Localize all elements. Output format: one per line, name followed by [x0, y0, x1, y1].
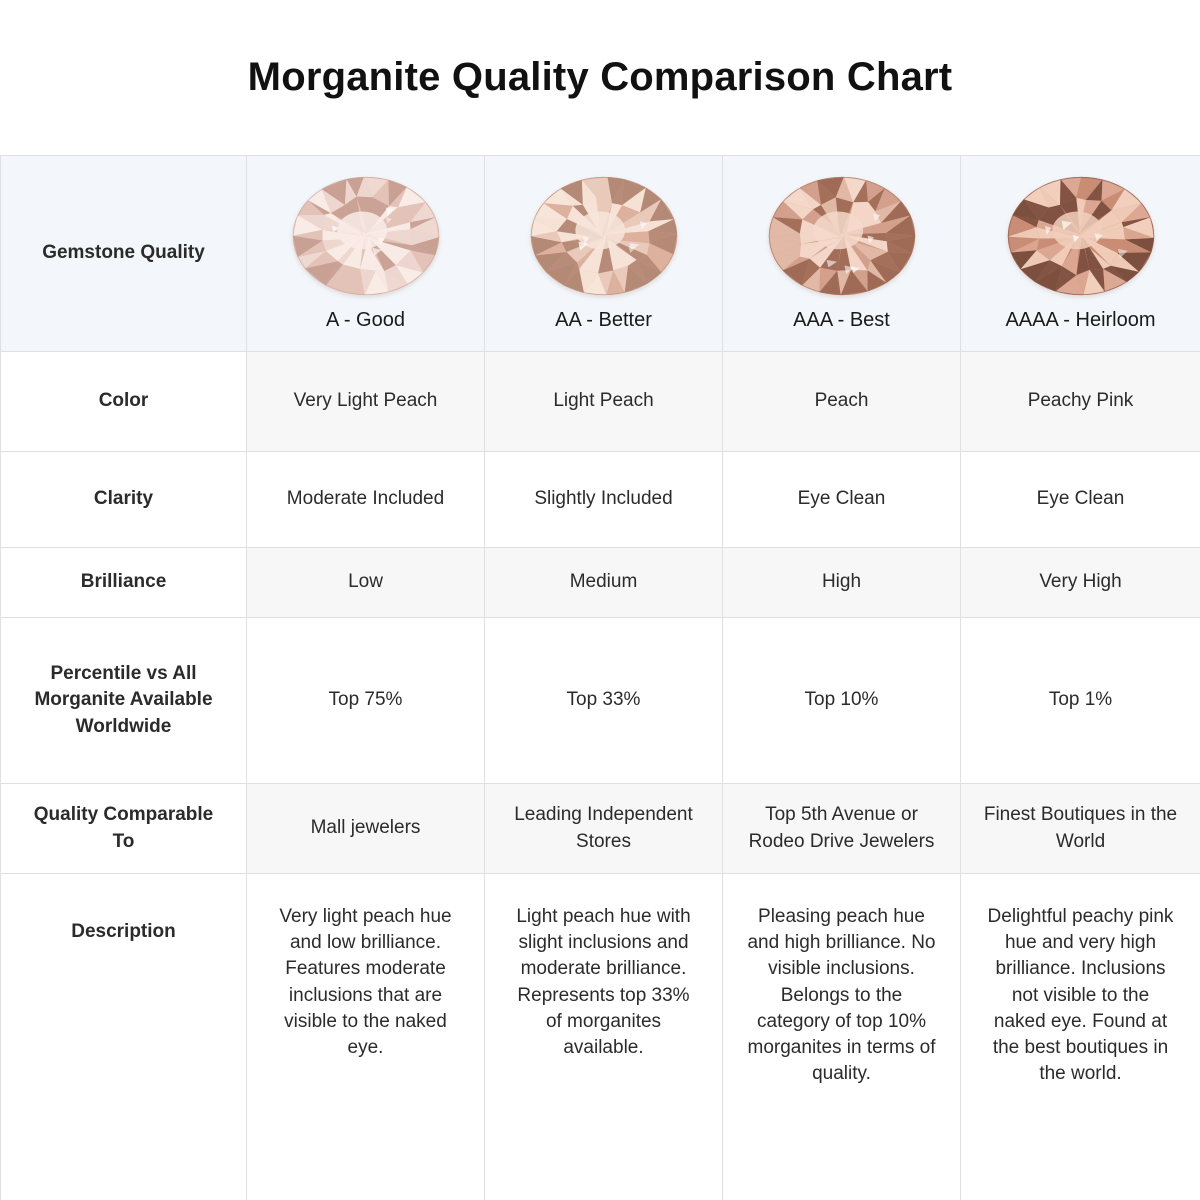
gem-wrap: [507, 173, 700, 335]
color-value-aaa: Peach: [723, 352, 961, 452]
percentile-value-a: Top 75%: [247, 618, 485, 784]
page-title: Morganite Quality Comparison Chart: [247, 55, 953, 99]
grade-label-aa: AA - Better: [555, 308, 652, 331]
comparable-value-aaaa: Finest Boutiques in the World: [961, 784, 1200, 874]
row-gemstone-quality: [1, 156, 1200, 352]
clarity-value-aaaa: Eye Clean: [961, 452, 1200, 548]
morganite-gem-aaaa-icon: [1005, 173, 1157, 299]
clarity-value-aaa: Eye Clean: [723, 452, 961, 548]
morganite-gem-aaa-icon: [766, 173, 918, 299]
title-band: [0, 0, 1200, 155]
brilliance-value-a: Low: [247, 548, 485, 618]
grade-label-a: A - Good: [326, 308, 405, 331]
morganite-gem-aa-icon: [528, 173, 680, 299]
color-value-aaaa: Peachy Pink: [961, 352, 1200, 452]
grade-label-aaaa: AAAA - Heirloom: [1005, 308, 1156, 331]
description-value-aaa: Pleasing peach hue and high brilliance. No visible inclusions. Belongs to the category of top 10% morganites in terms of quality.: [723, 874, 961, 1200]
description-value-aaaa: Delightful peachy pink hue and very high brilliance. Inclusions not visible to the naked eye. Found at the best boutiques in the world.: [961, 874, 1200, 1200]
row-label-description: Description: [1, 874, 247, 1200]
percentile-value-aa: Top 33%: [485, 618, 723, 784]
row-brilliance: [1, 548, 1200, 618]
gem-wrap: [983, 173, 1178, 335]
percentile-value-aaa: Top 10%: [723, 618, 961, 784]
morganite-gem-a-icon: [290, 173, 442, 299]
row-clarity: [1, 452, 1200, 548]
comparable-value-a: Mall jewelers: [247, 784, 485, 874]
brilliance-value-aa: Medium: [485, 548, 723, 618]
corner-label: Gemstone Quality: [1, 156, 247, 352]
clarity-value-aa: Slightly Included: [485, 452, 723, 548]
row-label-color: Color: [1, 352, 247, 452]
brilliance-value-aaaa: Very High: [961, 548, 1200, 618]
row-quality-comparable: [1, 784, 1200, 874]
brilliance-value-aaa: High: [723, 548, 961, 618]
grade-cell-aa: [485, 156, 723, 352]
row-description: [1, 874, 1200, 1200]
comparison-table: [0, 155, 1200, 1200]
color-value-a: Very Light Peach: [247, 352, 485, 452]
gem-wrap: [269, 173, 462, 335]
row-label-quality-comparable: Quality Comparable To: [1, 784, 247, 874]
grade-cell-aaa: [723, 156, 961, 352]
description-value-aa: Light peach hue with slight inclusions and moderate brilliance. Represents top 33% of morganites available.: [485, 874, 723, 1200]
comparable-value-aaa: Top 5th Avenue or Rodeo Drive Jewelers: [723, 784, 961, 874]
percentile-value-aaaa: Top 1%: [961, 618, 1200, 784]
row-color: [1, 352, 1200, 452]
comparable-value-aa: Leading Independent Stores: [485, 784, 723, 874]
gem-wrap: [745, 173, 938, 335]
row-label-brilliance: Brilliance: [1, 548, 247, 618]
grade-label-aaa: AAA - Best: [793, 308, 890, 331]
row-percentile: [1, 618, 1200, 784]
grade-cell-a: [247, 156, 485, 352]
color-value-aa: Light Peach: [485, 352, 723, 452]
row-label-clarity: Clarity: [1, 452, 247, 548]
row-label-percentile: Percentile vs All Morganite Available Worldwide: [1, 618, 247, 784]
description-value-a: Very light peach hue and low brilliance. Features moderate inclusions that are visible to the naked eye.: [247, 874, 485, 1200]
grade-cell-aaaa: [961, 156, 1200, 352]
clarity-value-a: Moderate Included: [247, 452, 485, 548]
